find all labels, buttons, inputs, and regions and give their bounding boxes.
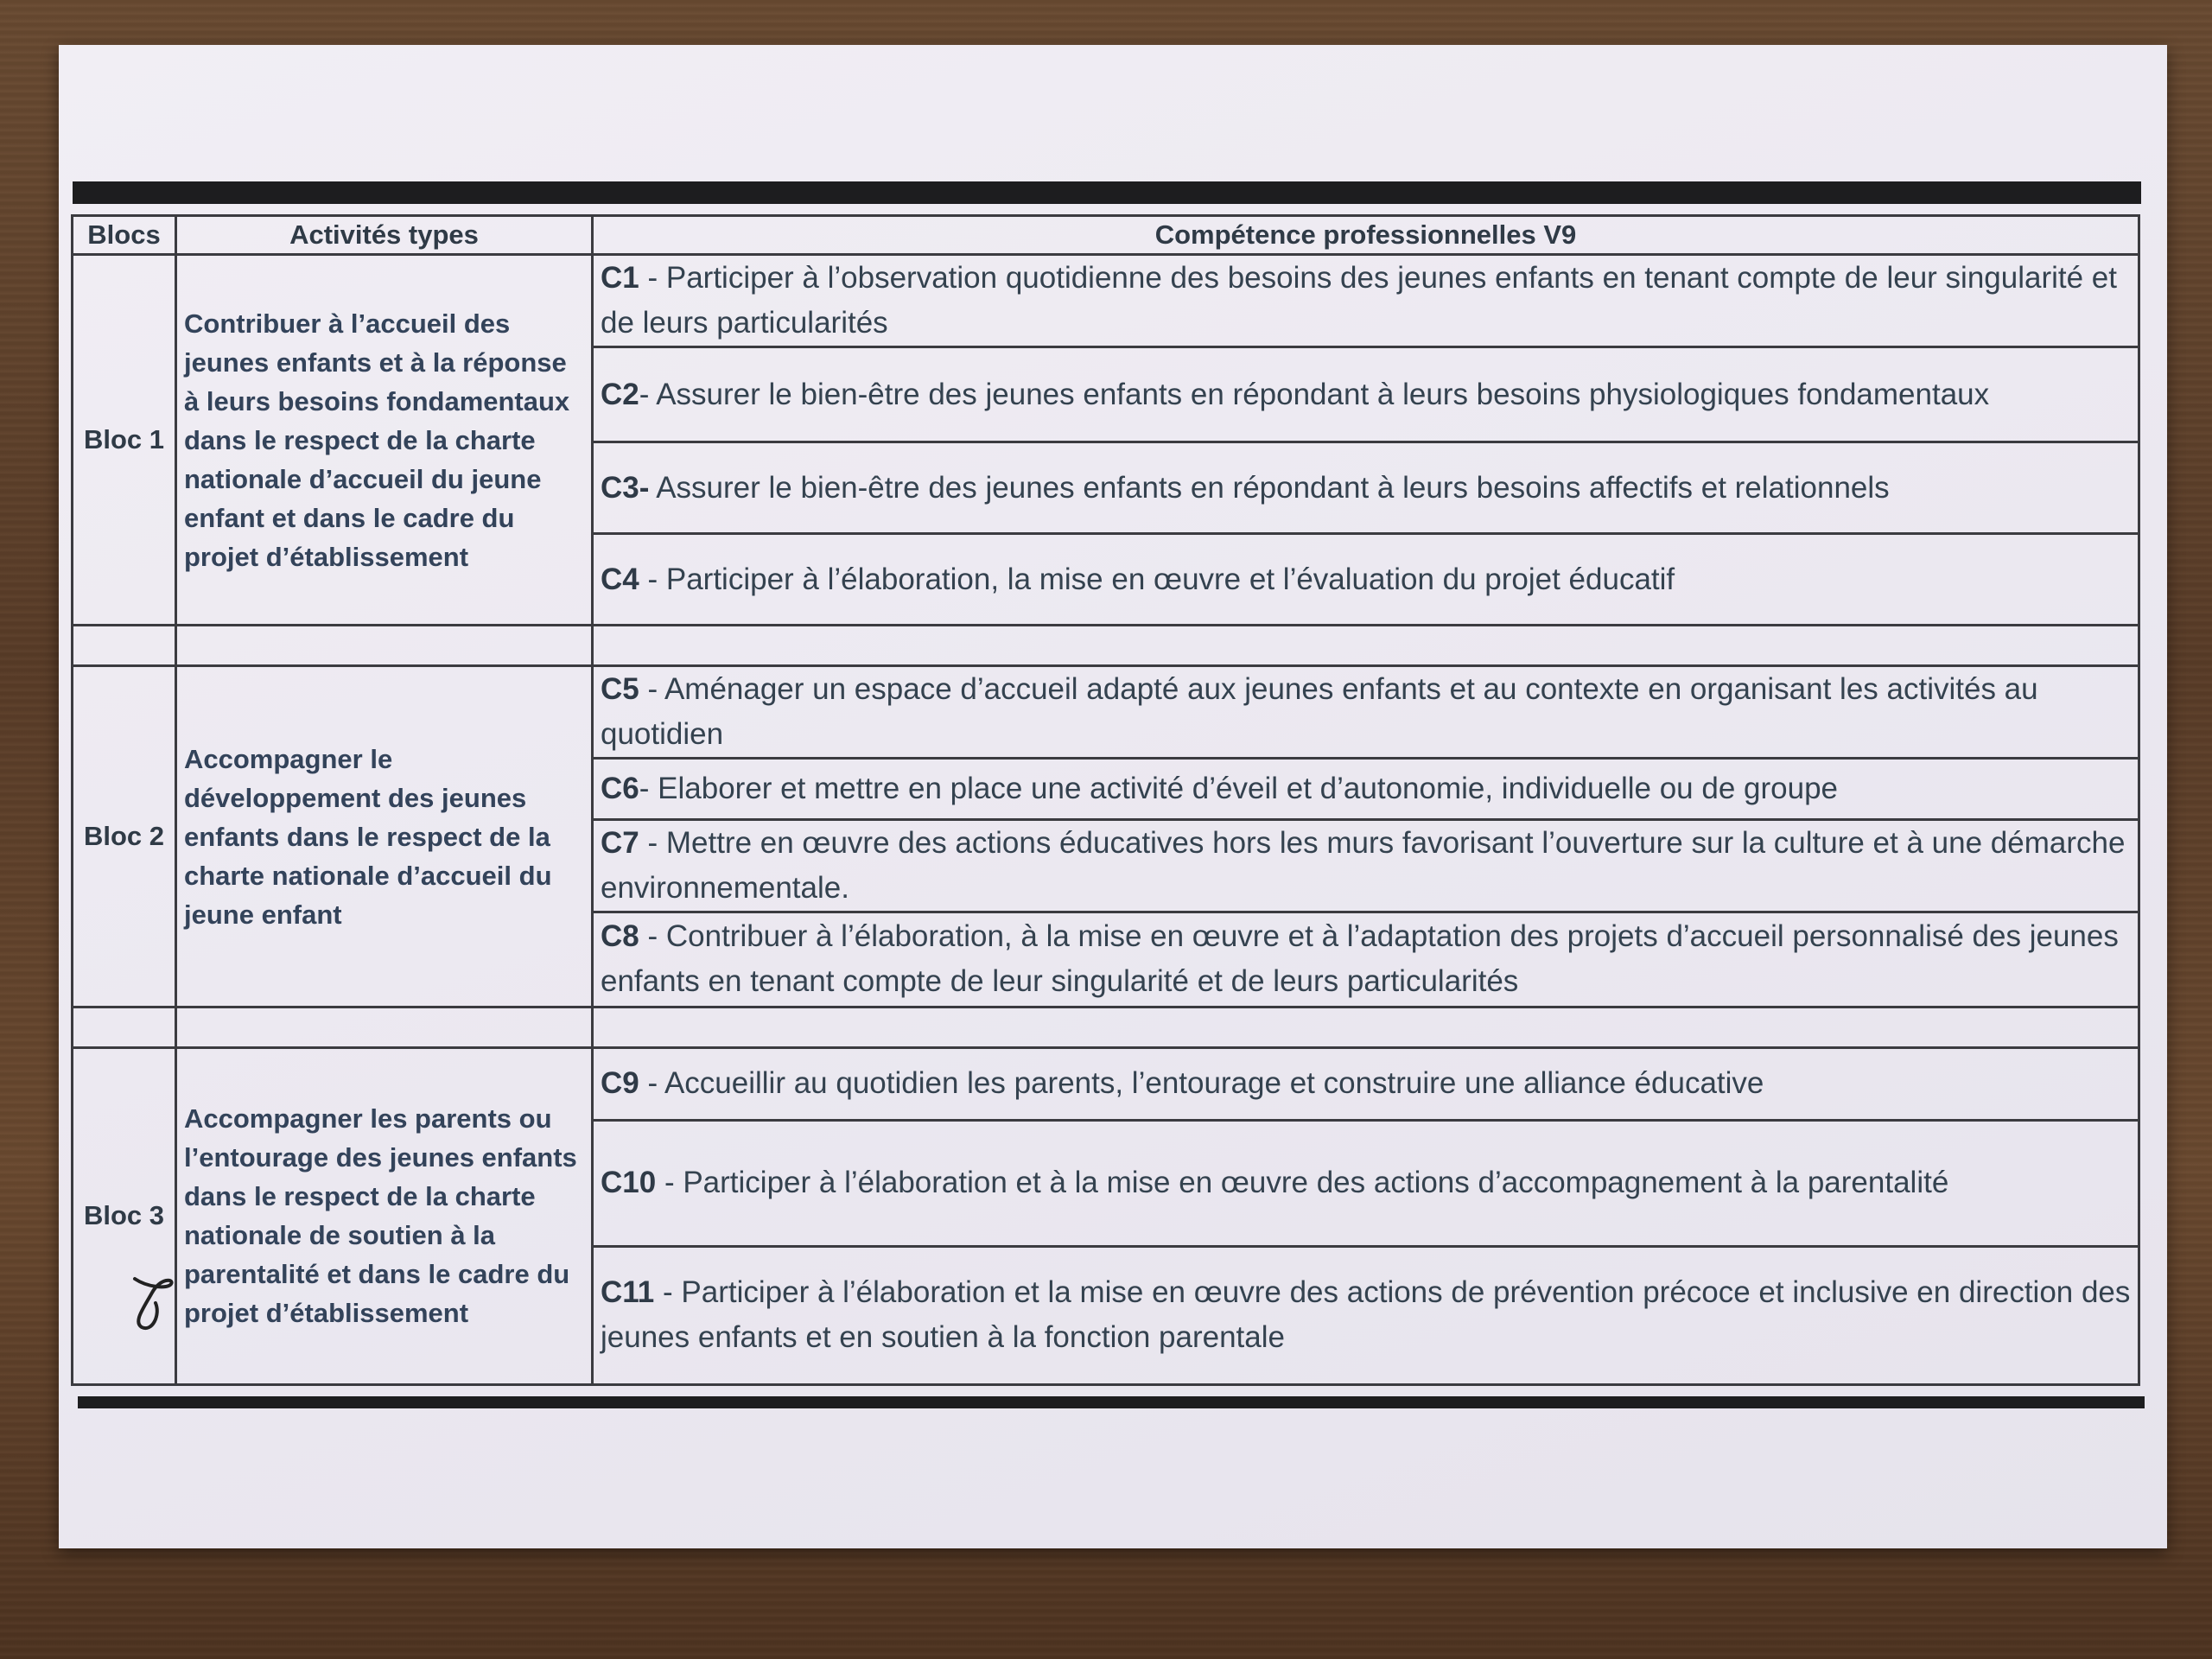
competence-separator: - — [656, 1166, 683, 1200]
activite-type: Accompagner le développement des jeunes enfants dans le respect de la charte nationale d’accueil du jeune enfant — [176, 666, 593, 1007]
bottom-rule — [78, 1396, 2145, 1408]
competence-text: Mettre en œuvre des actions éducatives hors les murs favorisant l’ouverture sur la culture et à une démarche environnementale. — [601, 825, 2126, 905]
competence-text: Elaborer et mettre en place une activité d’éveil et d’autonomie, individuelle ou de groupe — [658, 771, 1838, 805]
bloc-label: Bloc 1 — [73, 255, 176, 626]
competence-code: C9 — [601, 1066, 639, 1101]
competence-text: Contribuer à l’élaboration, à la mise en œuvre et à l’adaptation des projets d’accueil personnalisé des jeunes enfants en tenant compte de leur singularité et de leurs particularités — [601, 919, 2119, 999]
competence-code: C2 — [601, 377, 639, 411]
competence-code: C11 — [601, 1275, 655, 1310]
competence-cell — [593, 912, 2139, 1007]
competence-code: C6 — [601, 771, 639, 805]
printed-sheet — [59, 45, 2167, 1548]
table-header-row — [73, 216, 2139, 255]
competence-cell — [593, 442, 2139, 534]
competence-separator: - — [639, 1066, 664, 1101]
header-competences: Compétence professionnelles V9 — [593, 216, 2139, 255]
competence-text: Participer à l’observation quotidienne des besoins des jeunes enfants en tenant compte de leur singularité et de leurs particularités — [601, 261, 2117, 340]
competence-separator: - — [639, 825, 666, 860]
competence-cell — [593, 759, 2139, 819]
bloc-label: Bloc 3 — [73, 1047, 176, 1384]
header-activites: Activités types — [176, 216, 593, 255]
competence-cell — [593, 534, 2139, 626]
activite-type: Contribuer à l’accueil des jeunes enfants et à la réponse à leurs besoins fondamentaux dans le respect de la charte nationale d’accueil du jeune enfant et dans le cadre du projet d’établissement — [176, 255, 593, 626]
competence-cell — [593, 819, 2139, 912]
competence-cell — [593, 347, 2139, 442]
competence-text: Accueillir au quotidien les parents, l’entourage et construire une alliance éducative — [664, 1066, 1764, 1101]
competence-text: Participer à l’élaboration et la mise en œuvre des actions de prévention précoce et inclusive en direction des jeunes enfants et en soutien à la fonction parentale — [601, 1275, 2131, 1355]
competence-text: Participer à l’élaboration, la mise en œuvre et l’évaluation du projet éducatif — [665, 562, 1675, 596]
competence-code: C4 — [601, 562, 639, 596]
competence-cell — [593, 1246, 2139, 1384]
competence-table — [71, 214, 2140, 1386]
competence-separator: - — [639, 261, 666, 296]
competence-separator: - — [639, 672, 664, 707]
competence-separator: - — [639, 919, 666, 954]
competence-cell — [593, 255, 2139, 347]
competence-code: C7 — [601, 825, 639, 860]
competence-code: C1 — [601, 261, 639, 296]
competence-text: Assurer le bien-être des jeunes enfants en répondant à leurs besoins physiologiques fondamentaux — [656, 377, 1990, 411]
competence-code: C10 — [601, 1166, 657, 1200]
competence-code: C3- — [601, 470, 650, 505]
competence-text: Participer à l’élaboration et à la mise en œuvre des actions d’accompagnement à la parentalité — [683, 1166, 1949, 1200]
competence-code: C8 — [601, 919, 639, 954]
table-row — [73, 1047, 2139, 1120]
spacer-row — [73, 626, 2139, 666]
competence-text: Assurer le bien-être des jeunes enfants en répondant à leurs besoins affectifs et relationnels — [656, 470, 1890, 505]
competence-cell — [593, 1047, 2139, 1120]
table-row — [73, 666, 2139, 759]
competence-separator: - — [639, 771, 658, 805]
header-blocs: Blocs — [73, 216, 176, 255]
top-rule — [73, 181, 2141, 204]
table-row — [73, 255, 2139, 347]
activite-type: Accompagner les parents ou l’entourage des jeunes enfants dans le respect de la charte nationale de soutien à la parentalité et dans le cadre du projet d’établissement — [176, 1047, 593, 1384]
competence-code: C5 — [601, 672, 639, 707]
competence-cell — [593, 666, 2139, 759]
competence-separator: - — [639, 562, 666, 596]
competence-separator: - — [639, 377, 657, 411]
handwritten-mark-icon — [126, 1272, 178, 1332]
spacer-row — [73, 1007, 2139, 1047]
bloc-label: Bloc 2 — [73, 666, 176, 1007]
competence-text: Aménager un espace d’accueil adapté aux jeunes enfants et au contexte en organisant les activités au quotidien — [601, 672, 2038, 752]
competence-cell — [593, 1120, 2139, 1246]
competence-separator: - — [654, 1275, 682, 1310]
